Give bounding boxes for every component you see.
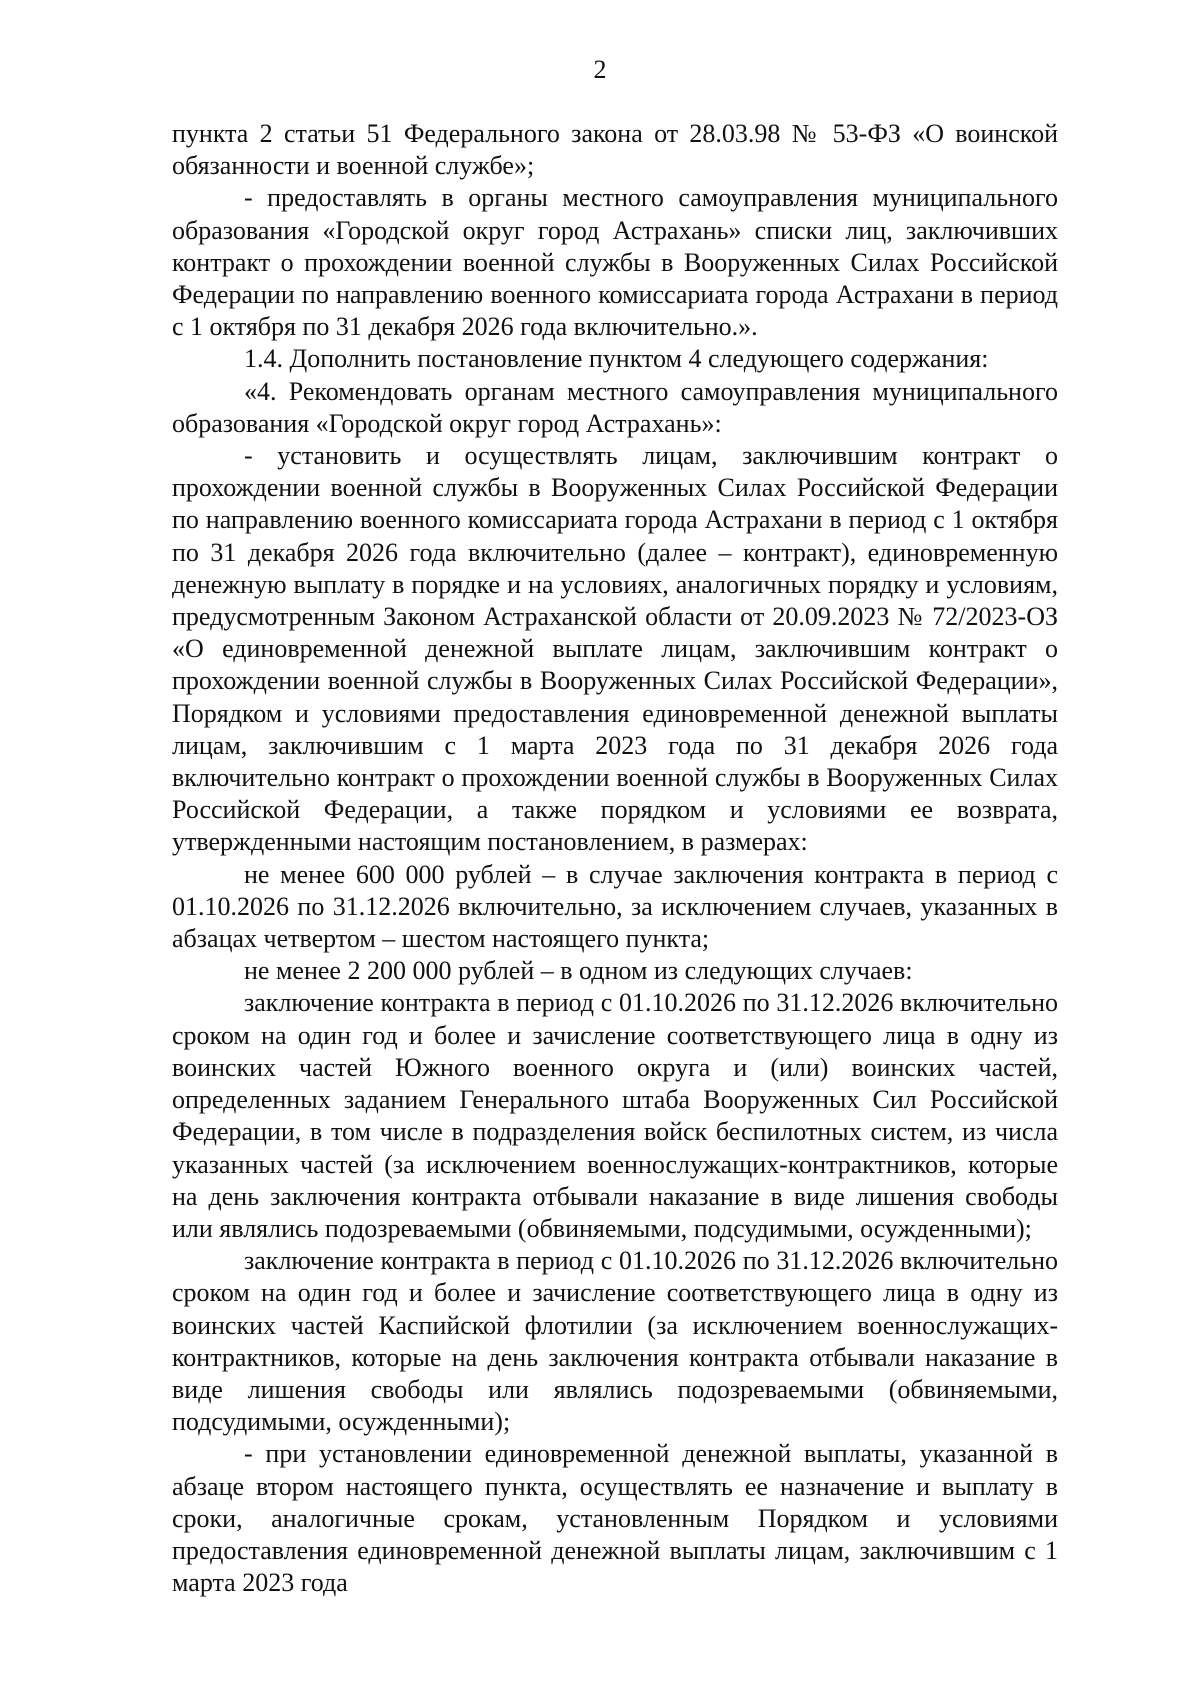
- document-body: [172, 118, 1058, 1599]
- paragraph: заключение контракта в период с 01.10.2026 по 31.12.2026 включительно сроком на один год и более и зачисление соответствующего лица в одну из воинских частей Каспийской флотилии (за исключением военнослужащих-контрактников, которые на день заключения контракта отбывали наказание в виде лишения свободы или являлись подозреваемыми (обвиняемыми, подсудимыми, осужденными);: [172, 1246, 1058, 1437]
- paragraph: не менее 2 200 000 рублей – в одном из следующих случаев:: [244, 956, 913, 986]
- paragraph: не менее 600 000 рублей – в случае заключения контракта в период с 01.10.2026 по 31.12.2026 включительно, за исключением случаев, указанных в абзацах четвертом – шестом настоящего пункта;: [172, 859, 1058, 954]
- paragraph: пункта 2 статьи 51 Федерального закона от 28.03.98 № 53-ФЗ «О воинской обязанности и военной службе»;: [172, 119, 1058, 181]
- paragraph: заключение контракта в период с 01.10.2026 по 31.12.2026 включительно сроком на один год и более и зачисление соответствующего лица в одну из воинских частей Южного военного округа и (или) воинских частей, определенных заданием Генерального штаба Вооруженных Сил Российской Федерации, в том числе в подразделения войск беспилотных систем, из числа указанных частей (за исключением военнослужащих-контрактников, которые на день заключения контракта отбывали наказание в виде лишения свободы или являлись подозреваемыми (обвиняемыми, подсудимыми, осужденными);: [172, 988, 1058, 1243]
- paragraph: «4. Рекомендовать органам местного самоуправления муниципального образования «Городской округ город Астрахань»:: [172, 376, 1058, 438]
- paragraph: 1.4. Дополнить постановление пунктом 4 следующего содержания:: [244, 344, 989, 374]
- paragraph: - предоставлять в органы местного самоуправления муниципального образования «Городской округ город Астрахань» списки лиц, заключивших контракт о прохождении военной службы в Вооруженных Силах Российской Федерации по направлению военного комиссариата города Астрахани в период с 1 октября по 31 декабря 2026 года включительно.».: [172, 183, 1058, 342]
- page-number: 2: [593, 55, 607, 84]
- paragraph: - установить и осуществлять лицам, заключившим контракт о прохождении военной службы в Вооруженных Силах Российской Федерации по направлению военного комиссариата города Астрахани в период с 1 октября по 31 декабря 2026 года включительно (далее – контракт), единовременную денежную выплату в порядке и на условиях, аналогичных порядку и условиям, предусмотренным Законом Астраханской области от 20.09.2023 № 72/2023-ОЗ «О единовременной денежной выплате лицам, заключившим контракт о прохождении военной службы в Вооруженных Силах Российской Федерации», Порядком и условиями предоставления единовременной денежной выплаты лицам, заключившим с 1 марта 2023 года по 31 декабря 2026 года включительно контракт о прохождении военной службы в Вооруженных Силах Российской Федерации, а также порядком и условиями ее возврата, утвержденными настоящим постановлением, в размерах:: [172, 441, 1058, 857]
- paragraph: - при установлении единовременной денежной выплаты, указанной в абзаце втором настоящего пункта, осуществлять ее назначение и выплату в сроки, аналогичные срокам, установленным Порядком и условиями предоставления единовременной денежной выплаты лицам, заключившим с 1 марта 2023 года: [172, 1439, 1058, 1598]
